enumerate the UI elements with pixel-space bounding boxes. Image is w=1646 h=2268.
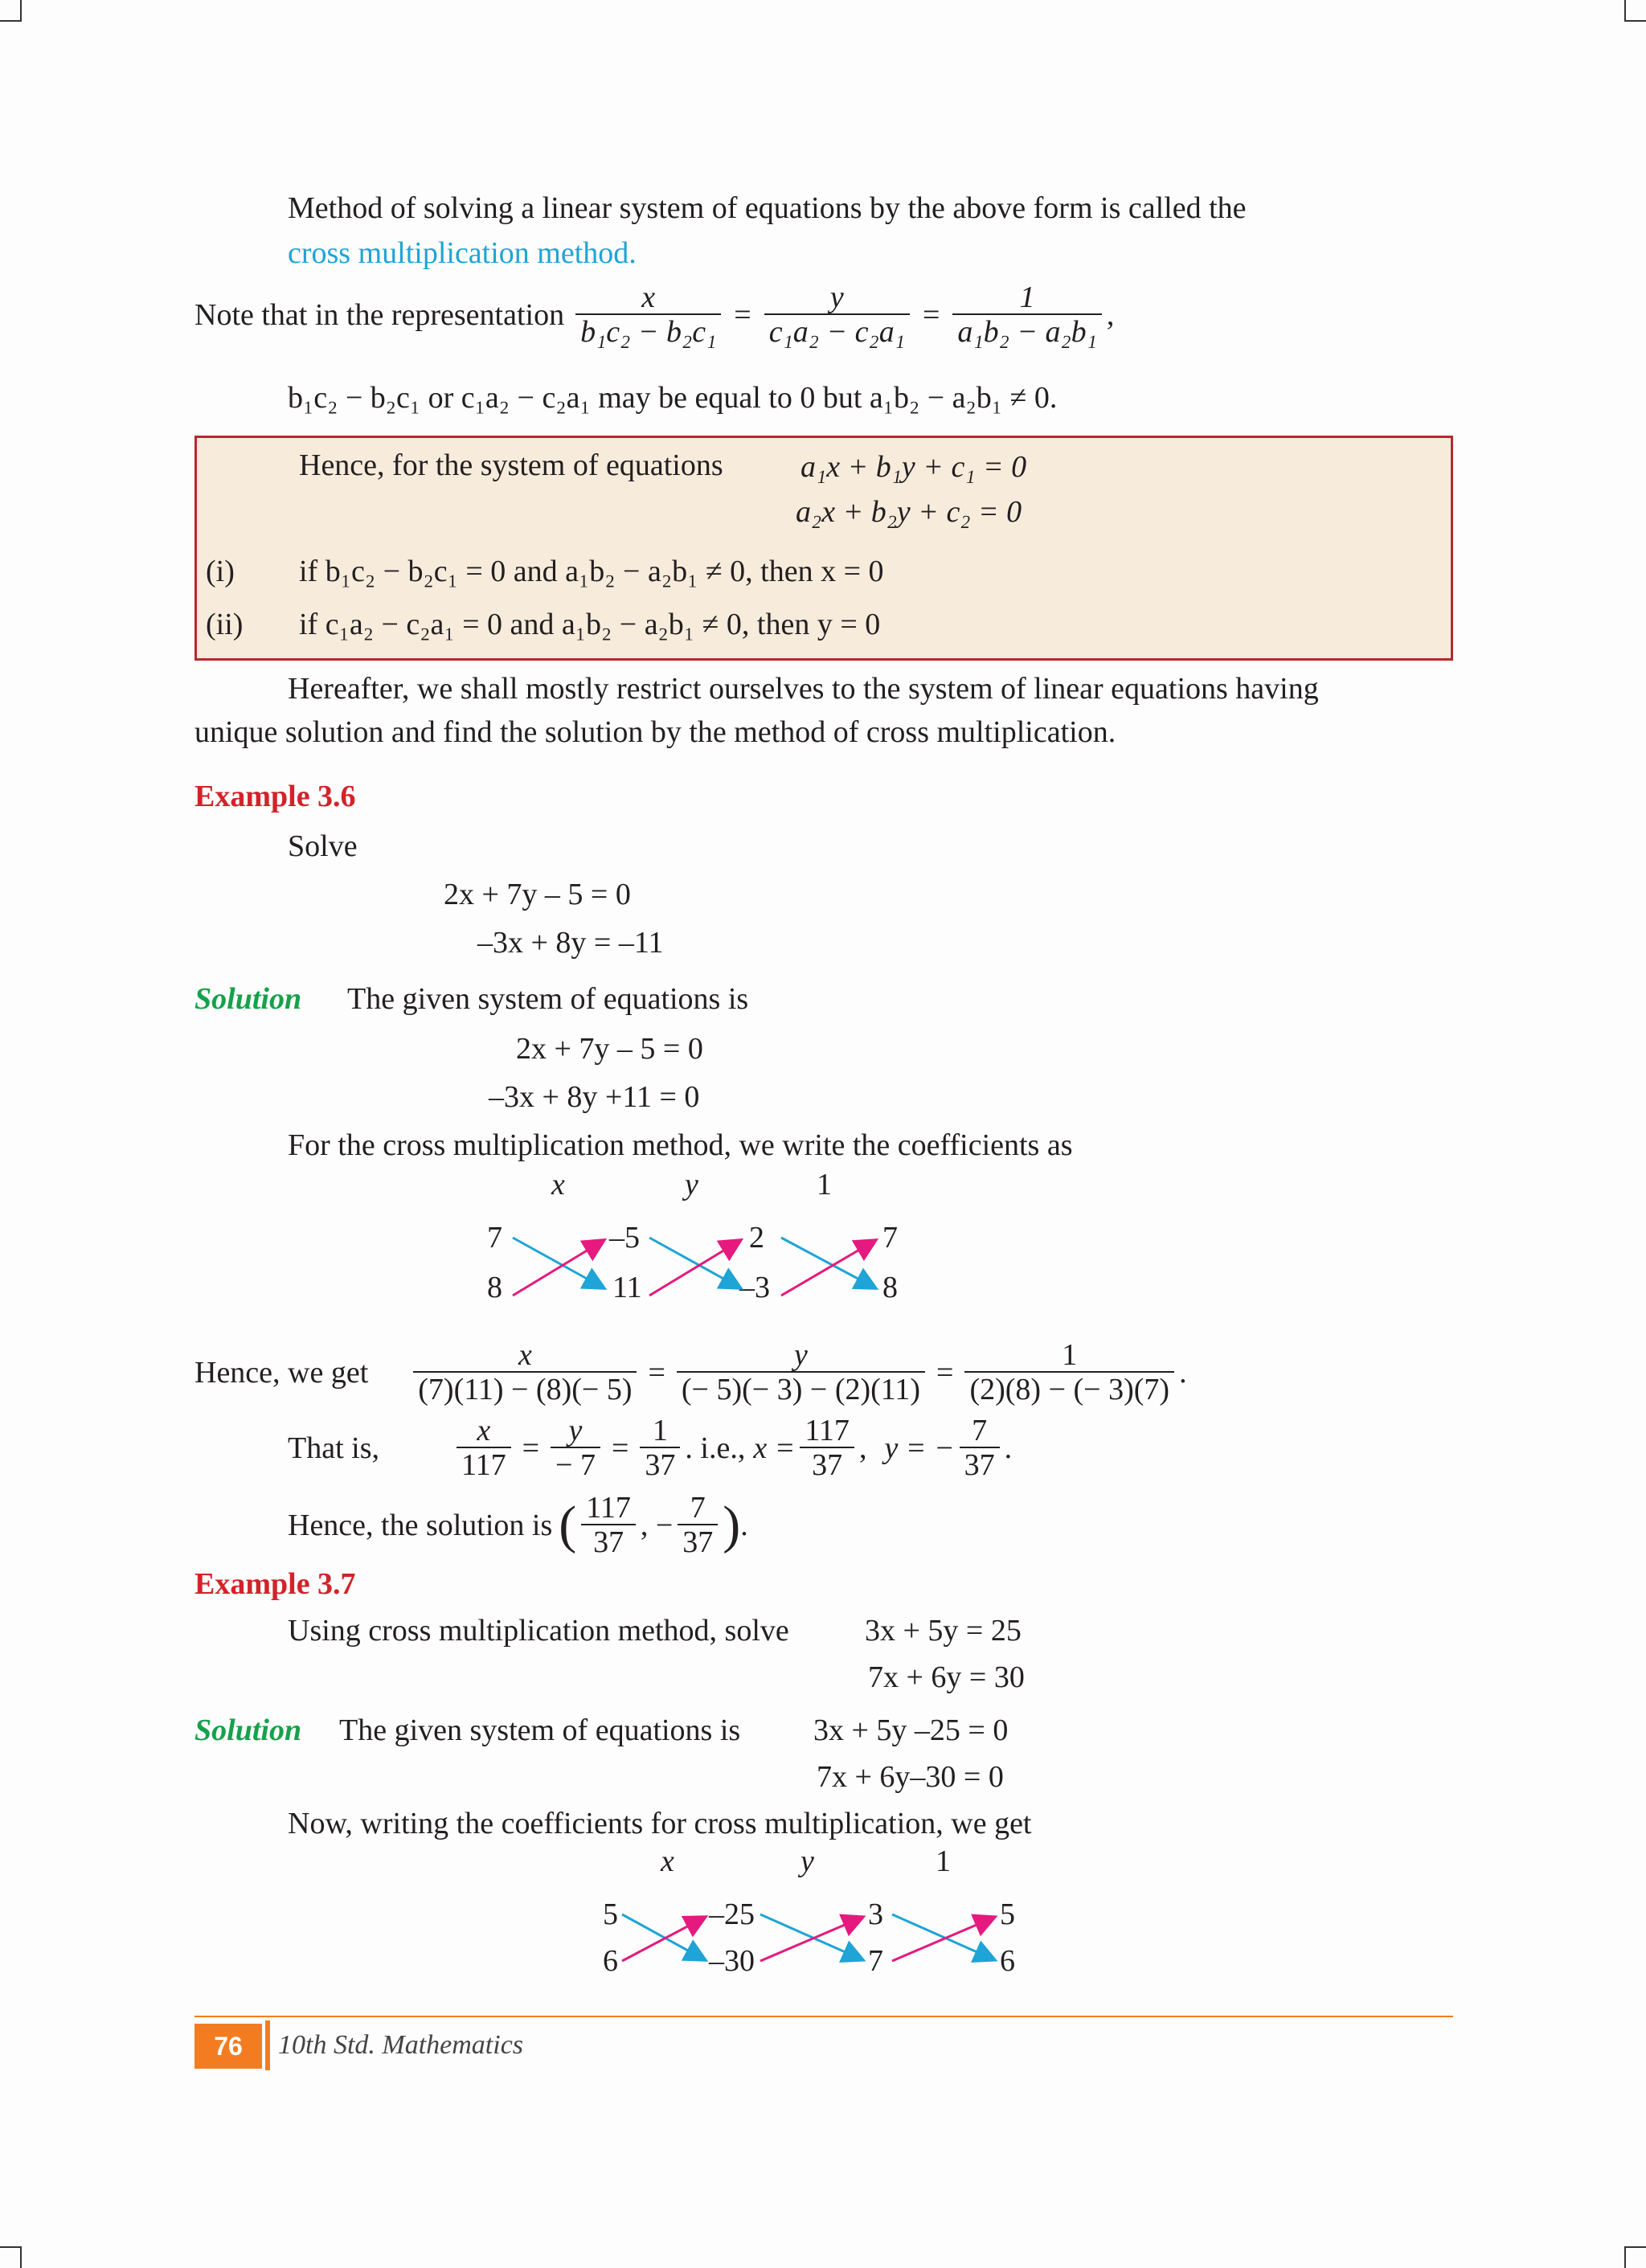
case-2-text: if c₁a₂ − c₂a₁ = 0 and a₁b₂ − a₂b₁ ≠ 0, then y = 0 xyxy=(299,608,881,641)
case-1-label: (i) xyxy=(206,555,235,588)
fraction-numerator: 1 xyxy=(1019,280,1035,314)
fraction-numerator: 7 xyxy=(972,1414,988,1447)
note-fraction-y xyxy=(764,281,910,349)
hereafter-line-1: Hereafter, we shall mostly restrict ourselves to the system of linear equations having xyxy=(288,672,1319,706)
hence-label: Hence, we get xyxy=(194,1356,369,1390)
example-3-7-lead: Using cross multiplication method, solve xyxy=(288,1614,789,1648)
coefficients-intro-2: Now, writing the coefficients for cross multiplication, we get xyxy=(288,1807,1032,1840)
solution-text-2: The given system of equations is xyxy=(339,1713,741,1747)
cross-multiplication-diagram-1 xyxy=(474,1167,924,1312)
system-eq-1-ex37: 3x + 5y –25 = 0 xyxy=(813,1713,1009,1747)
fraction-numerator: 1 xyxy=(1062,1338,1078,1372)
solution-row xyxy=(288,1492,748,1559)
example-3-6-eq-2: –3x + 8y = –11 xyxy=(477,926,664,960)
fraction-numerator: x xyxy=(641,280,656,314)
fraction-denominator: a₁b₂ − a₂b₁ xyxy=(952,313,1102,349)
note-comma: , xyxy=(1106,298,1115,332)
coef-top-4: 7 xyxy=(882,1221,898,1255)
cross-arrow-down xyxy=(649,1238,739,1288)
header-x: x xyxy=(661,1844,674,1878)
coefficients-intro: For the cross multiplication method, we write the coefficients as xyxy=(288,1128,1073,1162)
right-paren: ) xyxy=(723,1496,741,1554)
cross-arrow-down xyxy=(622,1914,704,1959)
equals-sign: = xyxy=(522,1431,540,1465)
system-eq-2-ex37: 7x + 6y–30 = 0 xyxy=(817,1760,1004,1794)
cross-arrow-down xyxy=(760,1914,862,1959)
cross-arrow-up xyxy=(760,1918,862,1961)
fraction-denominator: − 7 xyxy=(551,1447,600,1482)
cross-arrow-up xyxy=(781,1241,874,1296)
method-name: cross multiplication method. xyxy=(288,236,637,270)
fraction-numerator: x xyxy=(477,1414,491,1447)
that-is-fraction-x xyxy=(457,1414,511,1482)
equals-sign: = xyxy=(936,1356,954,1390)
note-representation xyxy=(194,281,1114,349)
cross-arrow-down xyxy=(781,1238,874,1288)
y-equals: y = − xyxy=(884,1431,955,1465)
comma: , xyxy=(858,1431,867,1465)
solution-label-2: Solution xyxy=(194,1713,302,1747)
fraction-denominator: (7)(11) − (8)(− 5) xyxy=(413,1371,637,1406)
coef-top-1: 7 xyxy=(487,1221,502,1255)
x-equals: x = xyxy=(753,1431,796,1465)
solution-is-label: Hence, the solution is xyxy=(288,1509,553,1542)
example-3-7-eq-2: 7x + 6y = 30 xyxy=(868,1660,1025,1694)
comma: , − xyxy=(640,1509,674,1542)
cross-arrow-up xyxy=(622,1918,704,1961)
fraction-denominator: 37 xyxy=(640,1447,680,1482)
example-3-6-eq-1: 2x + 7y – 5 = 0 xyxy=(444,878,631,911)
solution-y-fraction xyxy=(678,1492,718,1559)
box-lead: Hence, for the system of equations xyxy=(299,448,723,482)
solution-label: Solution xyxy=(194,982,302,1016)
book-title: 10th Std. Mathematics xyxy=(278,2030,524,2060)
note-fraction-one xyxy=(952,281,1102,349)
fraction-numerator: 117 xyxy=(805,1414,850,1447)
example-3-6-title: Example 3.6 xyxy=(194,780,356,813)
coef-top-2: –5 xyxy=(609,1221,640,1255)
coef-top-3: 3 xyxy=(868,1898,883,1931)
that-is-fraction-y xyxy=(551,1414,600,1482)
system-eq-2: –3x + 8y +11 = 0 xyxy=(489,1080,700,1114)
period: . xyxy=(1179,1356,1187,1390)
equals-sign: = xyxy=(734,298,751,332)
intro-line: Method of solving a linear system of equations by the above form is called the xyxy=(288,191,1247,225)
equals-sign: = xyxy=(648,1356,665,1390)
hence-we-get-row xyxy=(194,1339,1187,1406)
solution-text: The given system of equations is xyxy=(347,982,749,1016)
cross-multiplication-diagram-2 xyxy=(595,1842,1045,1983)
fraction-denominator: 37 xyxy=(960,1447,1000,1482)
fraction-denominator: 37 xyxy=(581,1524,636,1559)
example-3-7-title: Example 3.7 xyxy=(194,1567,356,1601)
period: . xyxy=(740,1509,748,1542)
box-eq-2: a₂x + b₂y + c₂ = 0 xyxy=(796,495,1022,529)
system-eq-1: 2x + 7y – 5 = 0 xyxy=(516,1032,703,1066)
left-paren: ( xyxy=(559,1496,577,1554)
cross-arrow-down xyxy=(513,1238,603,1288)
cross-arrow-up xyxy=(513,1241,603,1296)
period: . xyxy=(1004,1431,1013,1465)
coef-bottom-3: –3 xyxy=(739,1271,770,1304)
coef-top-3: 2 xyxy=(749,1221,764,1255)
coef-bottom-3: 7 xyxy=(868,1944,883,1978)
coef-top-1: 5 xyxy=(603,1898,618,1931)
fraction-numerator: 117 xyxy=(586,1491,631,1525)
fraction-numerator: x xyxy=(518,1338,532,1372)
that-is-fraction-one xyxy=(640,1414,680,1482)
example-3-6-solve: Solve xyxy=(288,829,358,863)
footer-rule xyxy=(194,2016,1453,2017)
fraction-numerator: y xyxy=(829,280,844,314)
coef-bottom-1: 6 xyxy=(603,1944,618,1978)
fraction-denominator: 37 xyxy=(800,1447,854,1482)
coef-bottom-1: 8 xyxy=(487,1271,502,1304)
cross-arrow-down xyxy=(892,1914,993,1959)
case-2-label: (ii) xyxy=(206,608,244,641)
hence-fraction-x xyxy=(413,1339,637,1406)
that-is-label: That is, xyxy=(288,1431,379,1465)
equals-sign: = xyxy=(922,298,940,332)
fraction-denominator: c₁a₂ − c₂a₁ xyxy=(764,313,910,349)
note-condition: b₁c₂ − b₂c₁ or c₁a₂ − c₂a₁ may be equal to 0 but a₁b₂ − a₂b₁ ≠ 0. xyxy=(288,381,1058,415)
header-one: 1 xyxy=(936,1844,951,1878)
fraction-denominator: 37 xyxy=(678,1524,718,1559)
page-number-divider xyxy=(265,2020,270,2070)
crop-mark-top-right xyxy=(1623,0,1646,23)
page-number: 76 xyxy=(194,2024,262,2069)
header-one: 1 xyxy=(817,1168,832,1202)
fraction-denominator: (2)(8) − (− 3)(7) xyxy=(964,1371,1174,1406)
cross-arrow-up xyxy=(892,1918,993,1961)
fraction-numerator: 1 xyxy=(652,1414,668,1447)
y-value-fraction xyxy=(960,1414,1000,1482)
equals-sign: = xyxy=(611,1431,629,1465)
coef-bottom-4: 6 xyxy=(1000,1944,1015,1978)
example-3-7-eq-1: 3x + 5y = 25 xyxy=(865,1614,1022,1648)
fraction-numerator: y xyxy=(568,1414,583,1447)
cross-arrow-up xyxy=(649,1241,739,1296)
fraction-denominator: b₁c₂ − b₂c₁ xyxy=(575,313,721,349)
hence-fraction-y xyxy=(677,1339,925,1406)
hereafter-line-2: unique solution and find the solution by the method of cross multiplication. xyxy=(194,715,1116,749)
crop-mark-top-left xyxy=(0,0,23,23)
coef-bottom-2: –30 xyxy=(709,1944,755,1978)
that-is-row xyxy=(288,1414,1012,1482)
header-y: y xyxy=(800,1844,814,1878)
coef-bottom-2: 11 xyxy=(612,1271,642,1304)
fraction-numerator: y xyxy=(794,1338,808,1372)
crop-mark-bottom-right xyxy=(1623,2245,1646,2268)
solution-x-fraction xyxy=(581,1492,636,1559)
fraction-denominator: 117 xyxy=(457,1447,511,1482)
coef-top-4: 5 xyxy=(1000,1898,1015,1931)
hence-fraction-one xyxy=(964,1339,1174,1406)
coef-bottom-4: 8 xyxy=(882,1271,898,1304)
header-x: x xyxy=(551,1168,565,1202)
header-y: y xyxy=(685,1168,698,1202)
fraction-denominator: (− 5)(− 3) − (2)(11) xyxy=(677,1371,925,1406)
ie-label: . i.e., xyxy=(685,1431,746,1465)
x-value-fraction xyxy=(800,1414,854,1482)
note-fraction-x xyxy=(575,281,721,349)
case-1-text: if b₁c₂ − b₂c₁ = 0 and a₁b₂ − a₂b₁ ≠ 0, then x = 0 xyxy=(299,555,884,588)
crop-mark-bottom-left xyxy=(0,2245,23,2268)
coef-top-2: –25 xyxy=(709,1898,755,1931)
fraction-numerator: 7 xyxy=(690,1491,706,1525)
note-prefix: Note that in the representation xyxy=(194,298,565,332)
box-eq-1: a₁x + b₁y + c₁ = 0 xyxy=(800,450,1027,484)
